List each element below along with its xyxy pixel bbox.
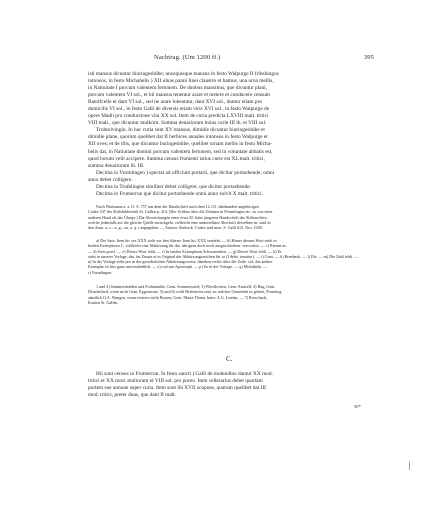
note-line: Codex 547 der Stiftsbibliothek St. Gallen p. 414. (Der Schluss über die Zehnten in Wurmlingen etc. ist von einer bbox=[88, 209, 273, 215]
note-line: beiden Exemplaren C. vielleicht eine Abkürzung für das. übrigens doch noch ausgeschrieben: servvolun. — c) Bienne ac. bbox=[88, 243, 288, 249]
note-line: Nach Wartmann a. a. O. S. 757 aus dem der Handschrift nach dem 12./13. Jahrhundert angehörigen bbox=[96, 204, 259, 209]
note-line: den Anm. a, c—e, g—m, o, q, r angegeben. — Autorer Abdruck: Codex trad mon. S. Galli 615, Nro. 1038. bbox=[88, 225, 263, 230]
page-number: 395 bbox=[364, 54, 374, 61]
note-line: — d) Stets porvi. — e) Dieses Wort fehlt. — f) In beiden Exemplaren Schwanenben. — g) Dieses Wort fehlt. — h) Es bbox=[88, 248, 282, 254]
text-line: Decima in Frumerrun que dicitur portzehende omni anno solvit X malt. tritici. bbox=[96, 190, 263, 197]
text-line: portem sue annone super curia. Item sunt ibi XVII scopose, quarum quelibet dat III bbox=[88, 385, 266, 392]
variant-footnotes bbox=[88, 238, 375, 275]
text-line: Ratolfcelle et dant VI sol., sed ne arare lobeantur, dant XVI sol., dantur etiam pro bbox=[88, 99, 263, 106]
text-line: Hii sunt census in Frumerrun. In festo sancti ) Galli de molendino dantur XX mod. bbox=[96, 371, 273, 377]
note-line: Exemplar ist hier ganz unverständlich. — o) cod mit Apostroph. — p) So in der Vorlage. — q) Michaheln. — bbox=[88, 264, 268, 270]
note-line: n) In der Vorlage steht pro in der gewöhnlichen Abkürzungsweise, daneben rechts über der Zeile: sol; das andere bbox=[88, 259, 273, 264]
note-line: r) Vurmlingen. bbox=[88, 269, 113, 275]
text-line: Decima in Truthlingen similiter debet colligere, que dicitur portzehende. bbox=[96, 183, 251, 190]
place-footnotes bbox=[88, 284, 375, 305]
text-line: intonsos, in festo Michahelis ) XII ulnas panni linei claustro et hamus, una urna mellis, bbox=[88, 78, 274, 85]
text-line: Truhtolvingin. In hac curia sunt XV mansus, dimidie dicuntur biuringeshůbe et bbox=[96, 127, 265, 134]
source-note bbox=[88, 204, 375, 230]
text-line: domicilis VI sol., in festo Galli de diversis etiam viris XVI sol., in festo Walpurge de bbox=[88, 106, 270, 113]
text-line: dimidie plane, quorum quelibet dat II berbices annales intonsos in festo Walpurge et bbox=[88, 134, 268, 141]
text-line: tritici et XX mod. muliorum et VIII sol. pro poreo. Item cellerarius debet quartam bbox=[88, 378, 263, 385]
text-line: XII oves; et de illis, que dicuntur buringeshůbe, quelibet urnam mellis in festo Micha- bbox=[88, 141, 272, 148]
note-line: Deuchelried, wenn nicht Gem. Eggenreute; 5) und 6) wohl Bettenwies und, zu welcher Gemeinde es gehört, Praestieg, bbox=[88, 289, 283, 295]
note-line: sämtlich O.A. Wangen, wenn ersteres nicht Butzen, Gem. Maria-Thann, baier. A.G. Lindau. — 7) Rorschach, bbox=[88, 294, 268, 300]
running-title: Nachtrag. (Um 1200 ff.) bbox=[154, 54, 221, 61]
text-line: porcum valentem VI sol., et hii mansus tenentur arare et metere et conducere censum bbox=[88, 92, 270, 99]
text-line: mod. tritici, preter duas, que dant II malt. bbox=[88, 392, 176, 399]
text-line: summa denariorum lb. III. bbox=[88, 162, 145, 169]
text-line: helis dat, in Natiuitate domini porcum valentem fertonem, sed in voluntate abbatis est, bbox=[88, 148, 273, 155]
section-heading: C. bbox=[226, 355, 233, 363]
text-line: quod horum velit accipere. Summa census frumenti istius curie est XL malt. tritici, bbox=[88, 155, 265, 162]
text-line: anno debet colligere. bbox=[88, 176, 133, 183]
text-line: opere Madii pro conductione vini XX sol. Item de curia predicta LXVIII malt. tritici bbox=[88, 113, 269, 120]
main-text-block bbox=[88, 71, 375, 198]
text-line: in Natiuitate I porcum valentem fertonem. De duobus mansibus, que dicuntur plani, bbox=[88, 85, 267, 92]
note-line: steht in unserer Vorlage, das. im Zusatz ei in Original der Abkürzungszeichen für ur (I delet, tenuitur). — i) Cons. — k) Brenbach. — l) Ele. — m) Die Zahl fehlt. — bbox=[88, 253, 359, 259]
note-line: 1 und 2) Sommershalden und Frohnmühle, Gem. Sommersried; 3) Wiesflecken, Gem. Amtzell; 4) Hag, Gem. bbox=[96, 284, 276, 289]
text-line: Decima in Vurmlingen ) spectat ad officium portarii, que dicitur portzehende; omni bbox=[96, 169, 275, 176]
text-line: isti mansus dicuntur biuringeshůbe; unusquisque mansus in festo Walpurge II frihshingos bbox=[88, 71, 279, 77]
text-line: VIII malt., que dicuntur mulkorn. Summa denariorum huius curie III lb. et VIII sol. bbox=[88, 120, 267, 127]
note-line: welche jedenfalls auf die gleiche Quelle zurückgeht, vielleicht eine unmittelbare Abschrift derselben ist, sind in bbox=[88, 219, 271, 225]
note-line: anderen Hand als das Übrige.) Die Abweichungen einer etwa 50 Jahre jüngeren Handschrift des Stiftsarchivs, bbox=[88, 214, 268, 220]
section-text-block bbox=[88, 371, 375, 399]
note-line: Kanton St. Gallen. bbox=[88, 299, 119, 305]
printer-signature: 50* bbox=[354, 404, 361, 409]
note-line: a) Der Satz: Item hic sex XXX steht vor den Sätzen: Item hic XXX sentiebt. — b) Hinter diesem Wort steht in bbox=[96, 238, 277, 243]
scan-edge-mark: │ bbox=[407, 462, 412, 470]
